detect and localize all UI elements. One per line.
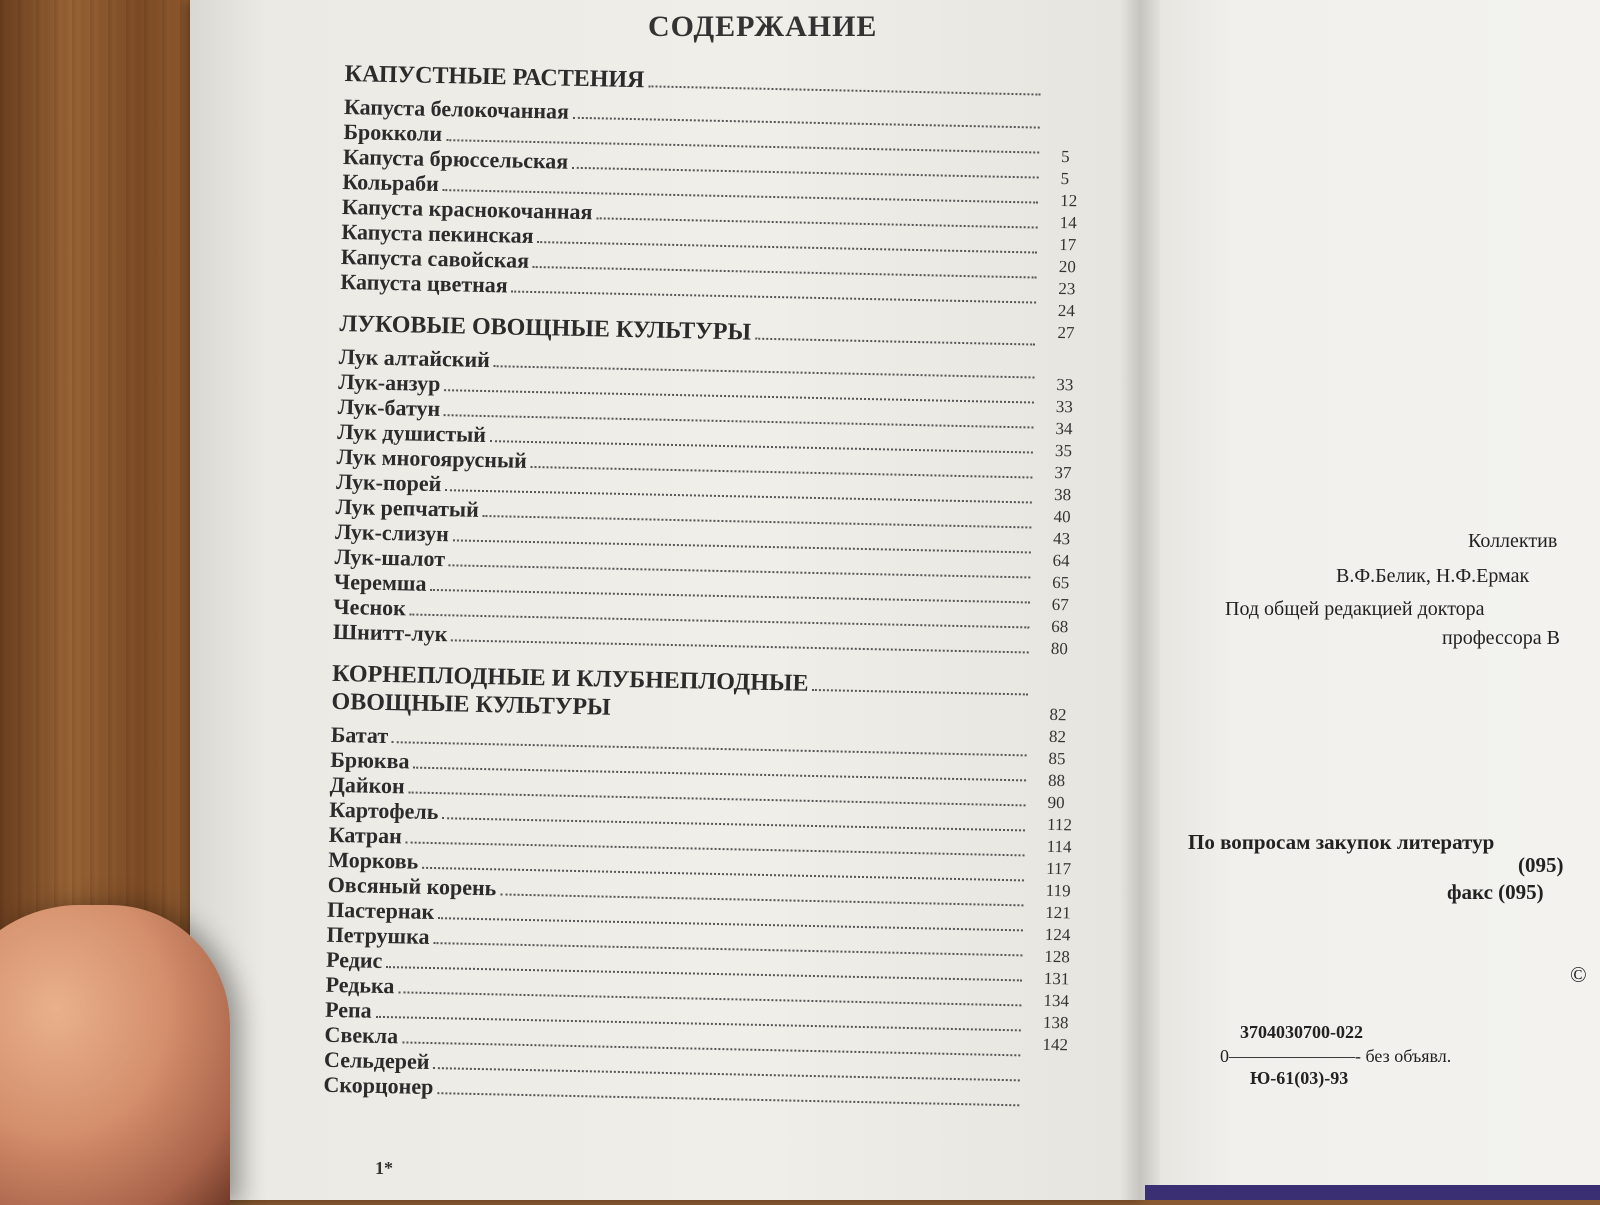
fax-line: факс (095) [1447,880,1544,904]
entry-label: Сельдерей [323,1046,430,1074]
page-number: 33 [1055,396,1074,417]
page-number: 27 [1057,322,1075,343]
dot-leader [812,689,1028,696]
book-cover-edge [1145,1185,1600,1200]
page-number: 35 [1054,440,1073,461]
professor-line: профессора В [1442,627,1561,649]
entry-label: Капуста пекинская [341,218,534,248]
entry-label: Овсяный корень [327,871,497,901]
page-number: 38 [1053,484,1072,505]
collective-label: Коллектив [1468,530,1558,552]
page-number: 90 [1047,792,1065,813]
entry-label: Шнитт-лук [332,618,448,647]
page-number: 23 [1058,278,1076,299]
page-number: 12 [1060,191,1078,211]
dot-leader [437,1092,1019,1106]
page-number: 134 [1043,990,1070,1011]
page-number: 82 [1048,726,1067,747]
page-number: 5 [1060,147,1070,167]
page-number: 33 [1056,374,1074,395]
entry-label: Капуста краснокочанная [341,193,593,225]
page-number: 128 [1044,946,1071,967]
page-number: 142 [1042,1034,1069,1055]
page-number-column-2 [1051,375,1097,662]
page-number: 131 [1043,968,1070,989]
page-number: 64 [1052,550,1070,571]
dot-leader [755,338,1035,346]
entry-label: Морковь [327,846,419,874]
toc-section-title [331,660,1032,731]
toc-section-onion [333,310,1120,660]
page-number: 68 [1051,616,1069,637]
dot-leader [648,85,1040,95]
entry-label: Чеснок [333,593,407,621]
entry-label: Свекла [324,1021,399,1049]
dot-leader [512,291,1037,304]
entry-label: Батат [330,721,389,749]
thumb [0,905,230,1205]
section-title-label: ЛУКОВЫЕ ОВОЩНЫЕ КУЛЬТУРЫ [339,310,752,346]
book-spine [1120,0,1160,1200]
entry-label: Кольраби [342,168,440,196]
page-number: 24 [1057,300,1076,321]
page-number: 14 [1059,213,1077,233]
entry-label: Лук многоярусный [336,443,528,473]
dot-leader [451,639,1028,653]
catalog-code-mid: 0———————- без объявл. [1220,1046,1452,1066]
copyright-sign: © [1570,962,1587,987]
entry-label: Лук-порей [335,468,442,497]
entry-label: Лук алтайский [338,343,491,373]
page-number: 112 [1046,814,1073,835]
entry-label: Лук-слизун [334,518,450,547]
page-number: 88 [1047,770,1066,791]
entry-label: Лук-анзур [338,368,441,397]
entry-label: Капуста брюссельская [342,143,569,174]
page-number: 43 [1052,528,1071,549]
page-number: 65 [1052,572,1070,593]
page-number: 37 [1054,462,1072,483]
page-number: 34 [1055,418,1073,439]
entry-label: Скорцонер [323,1071,434,1100]
catalog-code-top: 3704030700-022 [1240,1022,1363,1042]
page-number: 121 [1045,902,1071,923]
entry-label: Лук-батун [337,393,441,422]
entry-label: Петрушка [326,921,430,949]
entry-label: Редис [325,946,383,973]
catalog-code-bottom: Ю-61(03)-93 [1250,1068,1349,1088]
table-of-contents [323,60,1125,1125]
entry-label: Катран [328,821,403,849]
entry-label: Редька [325,971,395,999]
page-number: 138 [1042,1012,1069,1033]
page-number: 17 [1059,235,1077,255]
entry-label: Картофель [329,796,439,825]
section-title-label: КОРНЕПЛОДНЫЕ И КЛУБНЕПЛОДНЫЕ ОВОЩНЫЕ КУЛЬТУРЫ [331,660,809,721]
entry-label: Дайкон [329,771,405,799]
toc-section-cabbage [340,60,1125,310]
entry-label: Капуста цветная [340,268,509,298]
entry-label: Брокколи [343,118,443,147]
entry-label: Капуста савойская [340,243,530,273]
entry-label: Репа [324,996,372,1023]
page-number-column-3 [1042,705,1089,1058]
page-number: 82 [1049,704,1067,725]
page-number: 5 [1060,169,1070,189]
authors-line: В.Ф.Белик, Н.Ф.Ермак [1336,565,1530,587]
phone-line: (095) [1518,853,1564,877]
page-number: 80 [1050,638,1069,659]
editor-line: Под общей редакцией доктора [1225,598,1485,620]
page-number: 117 [1046,858,1072,879]
page-number: 20 [1058,256,1077,277]
toc-title: СОДЕРЖАНИЕ [648,10,878,43]
entry-label: Лук-шалот [334,543,446,572]
toc-section-root-crops [323,660,1112,1113]
page-number: 114 [1046,836,1072,857]
entry-label: Брюква [330,746,410,774]
entry-label: Лук репчатый [335,493,480,522]
page-number-column-1 [1057,147,1101,346]
section-title-label: КАПУСТНЫЕ РАСТЕНИЯ [344,60,645,94]
entry-label: Черемша [333,568,427,596]
purchase-line: По вопросам закупок литератур [1188,830,1495,854]
entry-label: Капуста белокочанная [343,93,570,124]
page-number: 119 [1045,880,1071,901]
page-number: 124 [1044,924,1071,945]
page-number: 67 [1051,594,1069,615]
entry-label: Пастернак [326,896,435,925]
page-footer-signature: 1* [375,1158,393,1178]
page-number: 40 [1053,506,1071,527]
page-number: 85 [1048,748,1066,769]
entry-label: Лук душистый [336,418,487,448]
